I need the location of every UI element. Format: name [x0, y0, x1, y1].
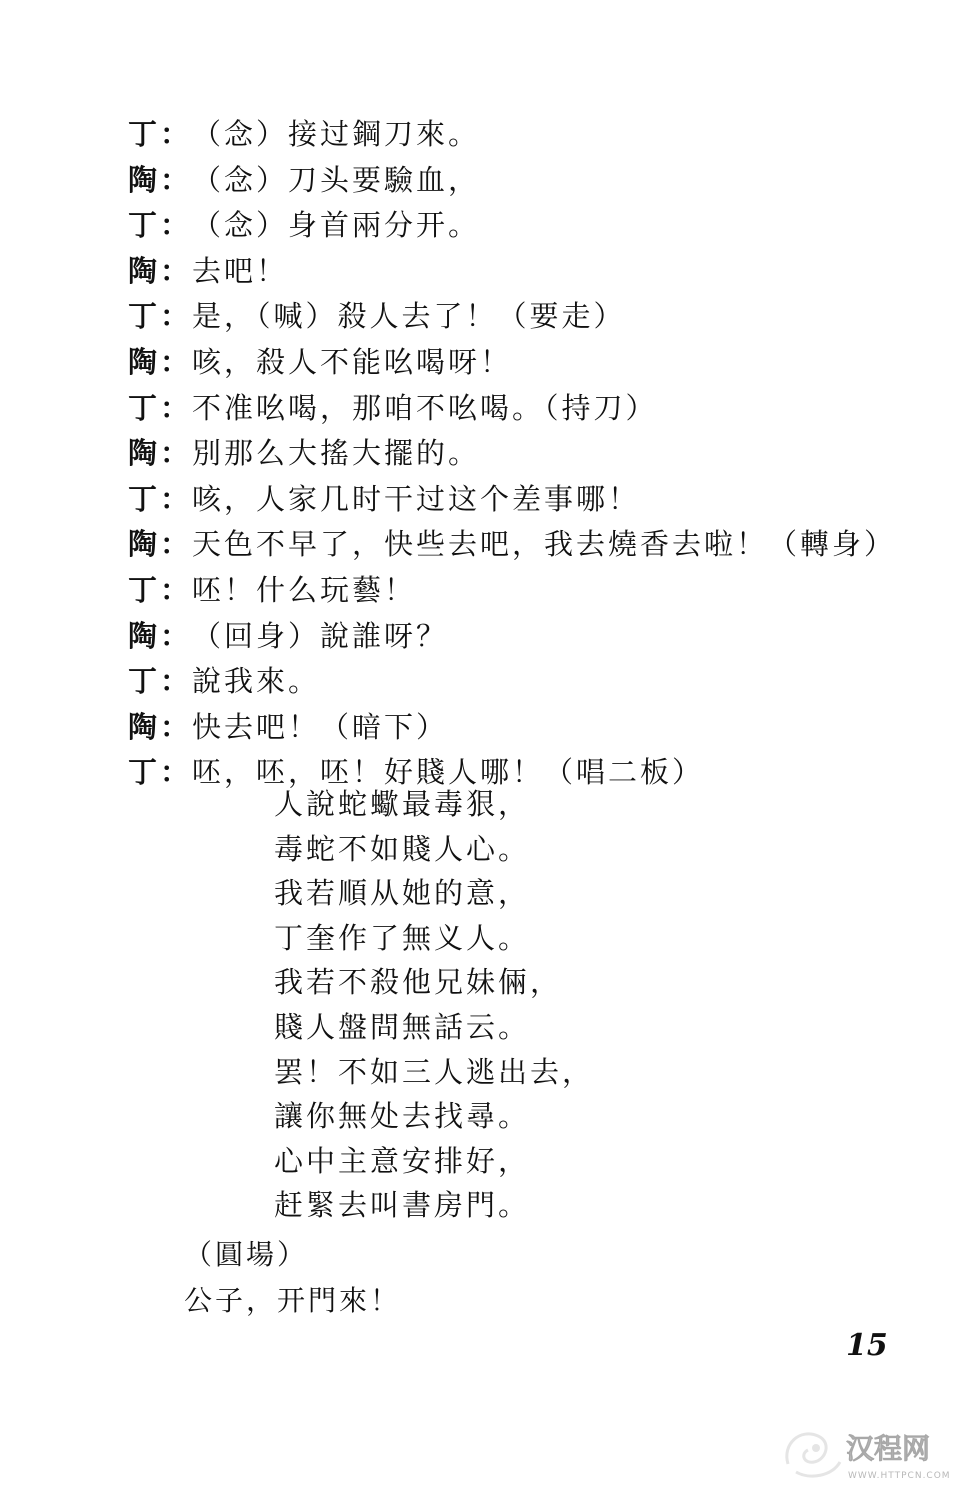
speaker-label: 丁：	[128, 481, 193, 516]
dialogue-text: 是，（喊）殺人去了！（要走）	[192, 299, 626, 334]
dialogue-line	[128, 112, 888, 158]
verse-line: 人說蛇蠍最毒狠，	[274, 787, 531, 821]
dialogue-line	[128, 249, 888, 295]
dialogue-text: 快去吧！（暗下）	[192, 709, 449, 744]
verse-line: 丁奎作了無义人。	[274, 920, 531, 955]
speaker-label: 丁：	[128, 299, 193, 334]
dialogue-text: 咳，人家几时干过这个差事哪！	[192, 481, 641, 516]
dialogue-text: （回身）說誰呀？	[192, 618, 449, 653]
speaker-label: 丁：	[128, 664, 193, 699]
dialogue-line	[128, 340, 888, 386]
dialogue-text: 不准吆喝，那咱不吆喝。（持刀）	[192, 390, 658, 425]
dialogue-text: 去吧！	[192, 253, 289, 288]
verse-line: 心中主意安排好，	[274, 1143, 531, 1178]
verse-line: 賤人盤問無話云。	[274, 1009, 531, 1044]
speaker-label: 丁：	[128, 572, 193, 607]
verse-line: 毒蛇不如賤人心。	[274, 831, 531, 866]
dialogue-line	[128, 522, 897, 568]
speaker-label: 陶：	[128, 253, 193, 288]
speaker-label: 丁：	[128, 208, 193, 243]
page-number: 15	[846, 1328, 888, 1363]
dialogue-text: 呸，呸，呸！好賤人哪！（唱二板）	[192, 755, 705, 790]
watermark-logo-text: 汉程网	[846, 1432, 931, 1465]
dialogue-line	[128, 659, 888, 705]
speaker-label: 丁：	[128, 390, 193, 425]
verse-line: 讓你無处去找尋。	[274, 1099, 531, 1134]
verse-line: 赶緊去叫書房門。	[274, 1188, 531, 1223]
dialogue-line	[128, 431, 888, 477]
verse-line: 我若不殺他兄妹倆，	[274, 965, 563, 1000]
dialogue-text: （念）接过鋼刀來。	[192, 117, 481, 151]
speaker-label: 陶：	[128, 709, 193, 744]
dialogue-text: 別那么大搖大擺的。	[192, 436, 481, 471]
speaker-label: 陶：	[128, 344, 193, 379]
closing-block	[184, 1232, 401, 1324]
dialogue-text: （念）身首兩分开。	[192, 208, 481, 243]
dialogue-line	[128, 705, 888, 751]
dialogue-line	[128, 568, 888, 614]
dialogue-line	[128, 614, 888, 660]
dialogue-text: 呸！什么玩藝！	[192, 572, 417, 607]
watermark-logo	[776, 1414, 966, 1488]
stage-direction: （圓場）	[184, 1238, 309, 1271]
dialogue-line	[128, 203, 888, 249]
dialogue-text: 天色不早了，快些去吧，我去燒香去啦！（轉身）	[192, 527, 897, 562]
watermark-url-text: WWW.HTTPCN.COM	[848, 1471, 951, 1481]
sung-verse	[274, 782, 594, 1228]
dialogue-text: 咳，殺人不能吆喝呀！	[192, 344, 513, 379]
speaker-label: 丁：	[128, 755, 193, 790]
speaker-label: 陶：	[128, 527, 193, 562]
dialogue-text: （念）刀头要驗血，	[192, 162, 481, 197]
closing-line: 公子，开門來！	[184, 1284, 402, 1317]
dialogue-line	[128, 477, 888, 523]
speaker-label: 陶：	[128, 618, 193, 653]
verse-line: 我若順从她的意，	[274, 876, 531, 911]
dialogue-line	[128, 158, 888, 204]
dialogue-block	[128, 112, 897, 796]
dialogue-text: 說我來。	[192, 664, 321, 699]
verse-line: 罢！不如三人逃出去，	[274, 1054, 595, 1089]
speaker-label: 丁：	[128, 117, 193, 151]
dialogue-line	[128, 294, 888, 340]
speaker-label: 陶：	[128, 436, 193, 471]
dialogue-line	[128, 386, 888, 432]
speaker-label: 陶：	[128, 162, 193, 197]
